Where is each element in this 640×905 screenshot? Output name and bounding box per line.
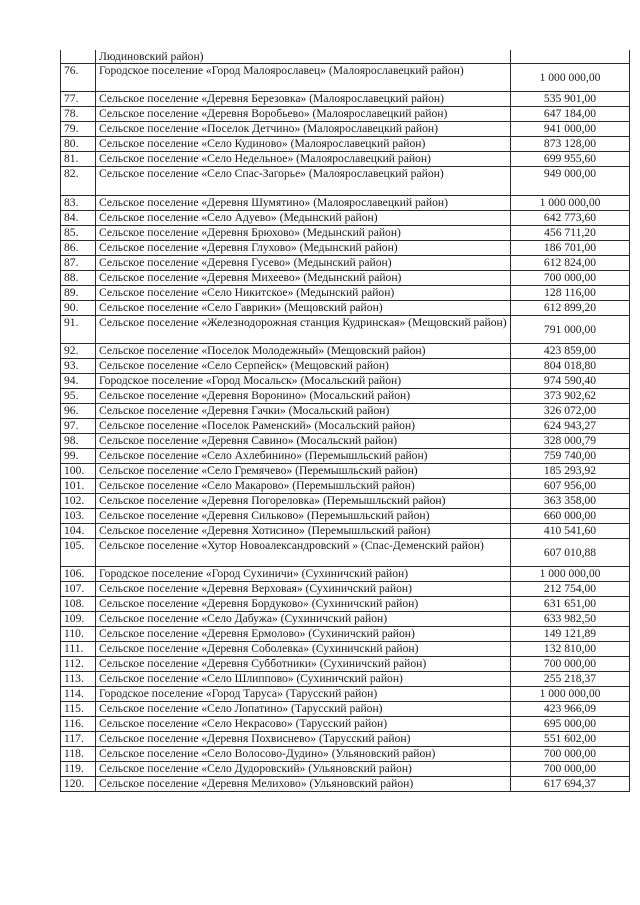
settlement-name: Городское поселение «Город Таруса» (Тарусский район) <box>96 687 511 702</box>
row-number: 106. <box>61 567 96 582</box>
settlement-name: Сельское поселение «Село Дабужа» (Сухиничский район) <box>96 612 511 627</box>
table-row <box>61 539 630 567</box>
row-number: 91. <box>61 316 96 344</box>
amount: 456 711,20 <box>511 226 630 241</box>
row-number: 96. <box>61 404 96 419</box>
amount: 607 956,00 <box>511 479 630 494</box>
table-row <box>61 479 630 494</box>
settlement-name: Сельское поселение «Село Ахлебинино» (Перемышльский район) <box>96 449 511 464</box>
table-row <box>61 672 630 687</box>
row-number: 100. <box>61 464 96 479</box>
settlement-name: Сельское поселение «Поселок Раменский» (Мосальский район) <box>96 419 511 434</box>
amount: 633 982,50 <box>511 612 630 627</box>
table-row <box>61 747 630 762</box>
row-number: 78. <box>61 107 96 122</box>
row-number: 101. <box>61 479 96 494</box>
table-row <box>61 286 630 301</box>
table-row-continued <box>61 50 630 64</box>
table-row <box>61 762 630 777</box>
settlement-name: Сельское поселение «Село Недельное» (Малоярославецкий район) <box>96 152 511 167</box>
amount <box>511 50 630 64</box>
settlement-name: Сельское поселение «Село Никитское» (Медынский район) <box>96 286 511 301</box>
row-number: 97. <box>61 419 96 434</box>
settlement-name: Сельское поселение «Деревня Брюхово» (Медынский район) <box>96 226 511 241</box>
table-row <box>61 137 630 152</box>
table-row <box>61 777 630 792</box>
table-row <box>61 627 630 642</box>
row-number: 109. <box>61 612 96 627</box>
settlement-name: Сельское поселение «Село Шлиппово» (Сухиничский район) <box>96 672 511 687</box>
table-row <box>61 717 630 732</box>
amount: 1 000 000,00 <box>511 64 630 92</box>
settlement-name: Сельское поселение «Деревня Шумятино» (Малоярославецкий район) <box>96 196 511 211</box>
amount: 149 121,89 <box>511 627 630 642</box>
table-row <box>61 226 630 241</box>
table-row <box>61 612 630 627</box>
settlement-name: Сельское поселение «Деревня Сильково» (Перемышльский район) <box>96 509 511 524</box>
amount: 363 358,00 <box>511 494 630 509</box>
table-row <box>61 687 630 702</box>
amount: 326 072,00 <box>511 404 630 419</box>
row-number: 114. <box>61 687 96 702</box>
amount: 647 184,00 <box>511 107 630 122</box>
row-number: 81. <box>61 152 96 167</box>
row-number: 113. <box>61 672 96 687</box>
amount: 423 966,09 <box>511 702 630 717</box>
allocation-table <box>60 50 630 792</box>
amount: 700 000,00 <box>511 762 630 777</box>
settlement-name: Сельское поселение «Деревня Мелихово» (Ульяновский район) <box>96 777 511 792</box>
table-row <box>61 196 630 211</box>
table-row <box>61 419 630 434</box>
row-number: 77. <box>61 92 96 107</box>
settlement-name: Сельское поселение «Село Лопатино» (Тарусский район) <box>96 702 511 717</box>
amount: 660 000,00 <box>511 509 630 524</box>
settlement-name: Сельское поселение «Село Спас-Загорье» (Малоярославецкий район) <box>96 167 511 196</box>
table-row <box>61 702 630 717</box>
settlement-name: Сельское поселение «Село Адуево» (Медынский район) <box>96 211 511 226</box>
row-number: 102. <box>61 494 96 509</box>
settlement-name: Людиновский район) <box>96 50 511 64</box>
settlement-name: Сельское поселение «Село Серпейск» (Мещовский район) <box>96 359 511 374</box>
settlement-name: Сельское поселение «Село Кудиново» (Малоярославецкий район) <box>96 137 511 152</box>
table-row <box>61 167 630 196</box>
settlement-name: Сельское поселение «Деревня Воробьево» (Малоярославецкий район) <box>96 107 511 122</box>
settlement-name: Сельское поселение «Железнодорожная станция Кудринская» (Мещовский район) <box>96 316 511 344</box>
table-row <box>61 256 630 271</box>
table-row <box>61 211 630 226</box>
table-row <box>61 152 630 167</box>
row-number <box>61 50 96 64</box>
table-row <box>61 64 630 92</box>
settlement-name: Сельское поселение «Деревня Похвиснево» (Тарусский район) <box>96 732 511 747</box>
settlement-name: Сельское поселение «Деревня Бордуково» (Сухиничский район) <box>96 597 511 612</box>
row-number: 85. <box>61 226 96 241</box>
row-number: 83. <box>61 196 96 211</box>
table-row <box>61 434 630 449</box>
table-row <box>61 107 630 122</box>
settlement-name: Сельское поселение «Поселок Молодежный» (Мещовский район) <box>96 344 511 359</box>
amount: 974 590,40 <box>511 374 630 389</box>
row-number: 88. <box>61 271 96 286</box>
settlement-name: Сельское поселение «Село Некрасово» (Тарусский район) <box>96 717 511 732</box>
row-number: 108. <box>61 597 96 612</box>
table-row <box>61 344 630 359</box>
settlement-name: Городское поселение «Город Сухиничи» (Сухиничский район) <box>96 567 511 582</box>
amount: 791 000,00 <box>511 316 630 344</box>
row-number: 90. <box>61 301 96 316</box>
row-number: 82. <box>61 167 96 196</box>
row-number: 119. <box>61 762 96 777</box>
settlement-name: Сельское поселение «Село Гремячево» (Перемышльский район) <box>96 464 511 479</box>
table-row <box>61 122 630 137</box>
row-number: 94. <box>61 374 96 389</box>
table-row <box>61 524 630 539</box>
amount: 699 955,60 <box>511 152 630 167</box>
settlement-name: Сельское поселение «Село Дудоровский» (Ульяновский район) <box>96 762 511 777</box>
row-number: 89. <box>61 286 96 301</box>
row-number: 104. <box>61 524 96 539</box>
amount: 873 128,00 <box>511 137 630 152</box>
settlement-name: Сельское поселение «Деревня Верховая» (Сухиничский район) <box>96 582 511 597</box>
table-row <box>61 494 630 509</box>
settlement-name: Сельское поселение «Деревня Ермолово» (Сухиничский район) <box>96 627 511 642</box>
row-number: 84. <box>61 211 96 226</box>
table-row <box>61 597 630 612</box>
table-row <box>61 449 630 464</box>
amount: 949 000,00 <box>511 167 630 196</box>
row-number: 98. <box>61 434 96 449</box>
table-row <box>61 404 630 419</box>
settlement-name: Сельское поселение «Деревня Савино» (Мосальский район) <box>96 434 511 449</box>
row-number: 118. <box>61 747 96 762</box>
settlement-name: Сельское поселение «Деревня Гусево» (Медынский район) <box>96 256 511 271</box>
row-number: 110. <box>61 627 96 642</box>
row-number: 95. <box>61 389 96 404</box>
amount: 700 000,00 <box>511 657 630 672</box>
amount: 212 754,00 <box>511 582 630 597</box>
settlement-name: Сельское поселение «Село Гаврики» (Мещовский район) <box>96 301 511 316</box>
amount: 804 018,80 <box>511 359 630 374</box>
amount: 612 899,20 <box>511 301 630 316</box>
amount: 612 824,00 <box>511 256 630 271</box>
table-row <box>61 389 630 404</box>
amount: 255 218,37 <box>511 672 630 687</box>
row-number: 107. <box>61 582 96 597</box>
amount: 759 740,00 <box>511 449 630 464</box>
table-row <box>61 732 630 747</box>
table-row <box>61 301 630 316</box>
table-row <box>61 582 630 597</box>
amount: 700 000,00 <box>511 747 630 762</box>
amount: 617 694,37 <box>511 777 630 792</box>
settlement-name: Сельское поселение «Деревня Хотисино» (Перемышльский район) <box>96 524 511 539</box>
table-body <box>61 50 630 792</box>
table-row <box>61 374 630 389</box>
table-row <box>61 316 630 344</box>
row-number: 76. <box>61 64 96 92</box>
amount: 631 651,00 <box>511 597 630 612</box>
amount: 373 902,62 <box>511 389 630 404</box>
amount: 1 000 000,00 <box>511 687 630 702</box>
amount: 328 000,79 <box>511 434 630 449</box>
amount: 607 010,88 <box>511 539 630 567</box>
amount: 132 810,00 <box>511 642 630 657</box>
table-row <box>61 464 630 479</box>
settlement-name: Городское поселение «Город Малоярославец» (Малоярославецкий район) <box>96 64 511 92</box>
amount: 1 000 000,00 <box>511 567 630 582</box>
amount: 535 901,00 <box>511 92 630 107</box>
amount: 695 000,00 <box>511 717 630 732</box>
amount: 624 943,27 <box>511 419 630 434</box>
row-number: 112. <box>61 657 96 672</box>
amount: 642 773,60 <box>511 211 630 226</box>
settlement-name: Городское поселение «Город Мосальск» (Мосальский район) <box>96 374 511 389</box>
amount: 941 000,00 <box>511 122 630 137</box>
settlement-name: Сельское поселение «Деревня Воронино» (Мосальский район) <box>96 389 511 404</box>
amount: 185 293,92 <box>511 464 630 479</box>
row-number: 87. <box>61 256 96 271</box>
row-number: 93. <box>61 359 96 374</box>
settlement-name: Сельское поселение «Хутор Новоалександровский » (Спас-Деменский район) <box>96 539 511 567</box>
row-number: 117. <box>61 732 96 747</box>
settlement-name: Сельское поселение «Село Макарово» (Перемышльский район) <box>96 479 511 494</box>
row-number: 92. <box>61 344 96 359</box>
row-number: 86. <box>61 241 96 256</box>
settlement-name: Сельское поселение «Деревня Глухово» (Медынский район) <box>96 241 511 256</box>
row-number: 79. <box>61 122 96 137</box>
row-number: 99. <box>61 449 96 464</box>
table-row <box>61 657 630 672</box>
table-row <box>61 241 630 256</box>
row-number: 105. <box>61 539 96 567</box>
amount: 423 859,00 <box>511 344 630 359</box>
row-number: 103. <box>61 509 96 524</box>
table-row <box>61 271 630 286</box>
settlement-name: Сельское поселение «Деревня Субботники» (Сухиничский район) <box>96 657 511 672</box>
table-row <box>61 642 630 657</box>
table-row <box>61 359 630 374</box>
row-number: 120. <box>61 777 96 792</box>
settlement-name: Сельское поселение «Село Волосово-Дудино» (Ульяновский район) <box>96 747 511 762</box>
amount: 128 116,00 <box>511 286 630 301</box>
settlement-name: Сельское поселение «Деревня Михеево» (Медынский район) <box>96 271 511 286</box>
table-row <box>61 92 630 107</box>
table-row <box>61 509 630 524</box>
amount: 551 602,00 <box>511 732 630 747</box>
row-number: 116. <box>61 717 96 732</box>
amount: 410 541,60 <box>511 524 630 539</box>
settlement-name: Сельское поселение «Деревня Березовка» (Малоярославецкий район) <box>96 92 511 107</box>
settlement-name: Сельское поселение «Поселок Детчино» (Малоярославецкий район) <box>96 122 511 137</box>
settlement-name: Сельское поселение «Деревня Гачки» (Мосальский район) <box>96 404 511 419</box>
row-number: 111. <box>61 642 96 657</box>
amount: 186 701,00 <box>511 241 630 256</box>
amount: 1 000 000,00 <box>511 196 630 211</box>
settlement-name: Сельское поселение «Деревня Соболевка» (Сухиничский район) <box>96 642 511 657</box>
row-number: 80. <box>61 137 96 152</box>
table-row <box>61 567 630 582</box>
settlement-name: Сельское поселение «Деревня Погореловка» (Перемышльский район) <box>96 494 511 509</box>
row-number: 115. <box>61 702 96 717</box>
amount: 700 000,00 <box>511 271 630 286</box>
